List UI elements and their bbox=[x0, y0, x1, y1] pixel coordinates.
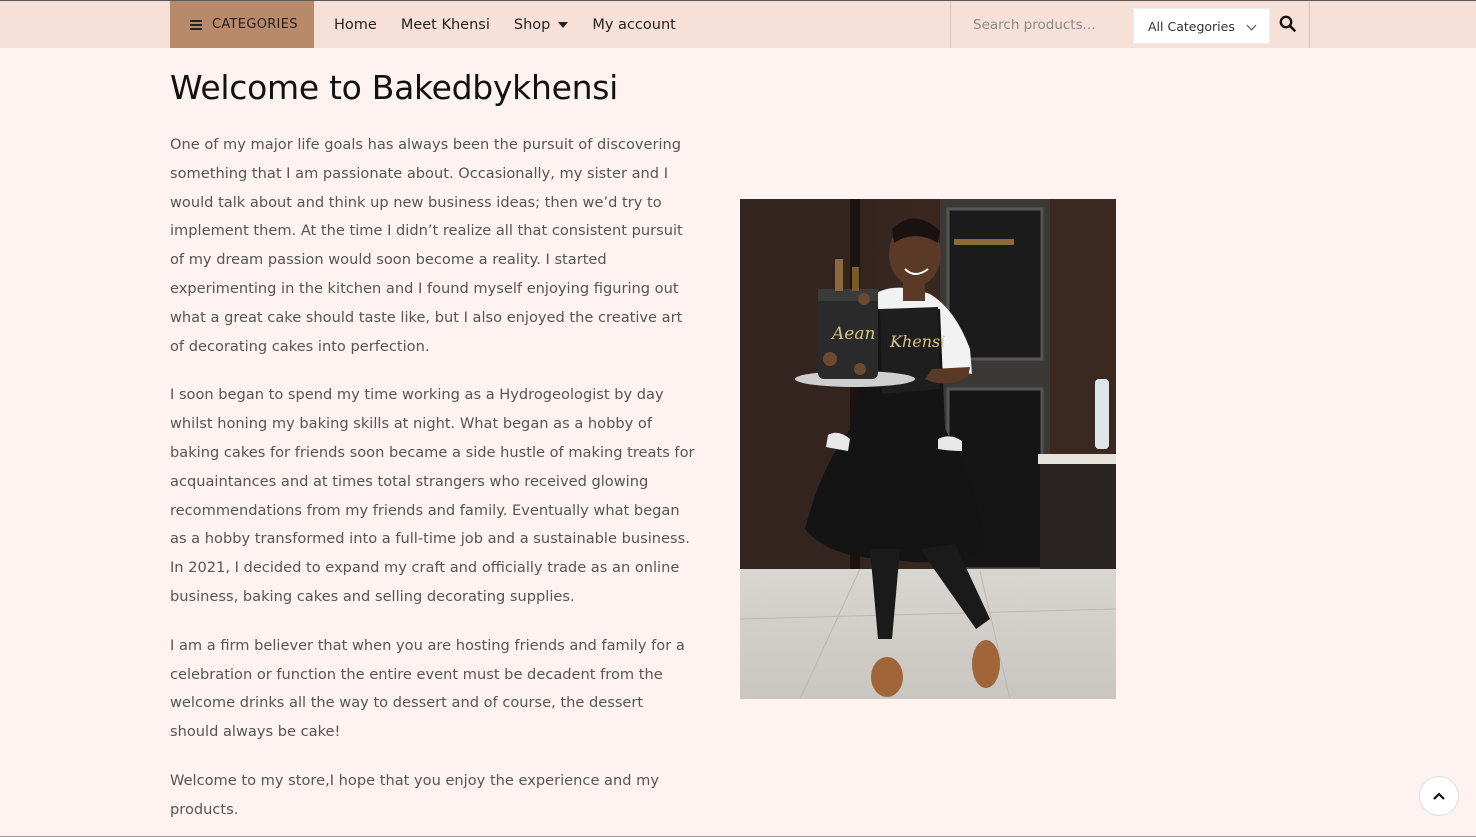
about-text bbox=[170, 131, 695, 837]
chevron-up-icon bbox=[1432, 791, 1446, 801]
category-select[interactable] bbox=[1133, 8, 1270, 44]
chevron-down-icon bbox=[1247, 21, 1257, 31]
apron-lettering: Khensi bbox=[890, 332, 946, 351]
paragraph: One of my major life goals has always been the pursuit of discovering something that I am passionate about. Occasionally, my sister and I would talk about and think up new business ideas; then we’d try to implement them. At the time I didn’t realize all that consistent pursuit of my dream passion would soon become a reality. I started experimenting in the kitchen and I found myself enjoying figuring out what a great cake should taste like, but I also enjoyed the creative art of decorating cakes into perfection. bbox=[170, 136, 683, 355]
nav-meet-khensi[interactable] bbox=[401, 17, 490, 33]
paragraph: I am a firm believer that when you are hosting friends and family for a celebration or function the entire event must be decadent from the welcome drinks all the way to dessert and of course, the dessert should always be cake! bbox=[170, 636, 685, 741]
category-select-value: All Categories bbox=[1148, 18, 1235, 34]
categories-button[interactable] bbox=[170, 1, 314, 48]
khensi-photo bbox=[740, 199, 1116, 699]
nav-my-account-label: My account bbox=[592, 16, 676, 33]
nav-meet-khensi-label: Meet Khensi bbox=[400, 16, 490, 33]
search-input[interactable] bbox=[951, 1, 1131, 48]
baker-with-cake-image bbox=[740, 199, 1116, 699]
search-bar bbox=[950, 1, 1310, 48]
search-icon bbox=[1278, 14, 1298, 34]
caret-down-icon bbox=[558, 22, 568, 28]
header bbox=[0, 0, 1476, 48]
nav-my-account[interactable] bbox=[592, 17, 675, 33]
nav-home-label: Home bbox=[334, 16, 377, 33]
scroll-to-top-button[interactable] bbox=[1419, 776, 1459, 816]
cake-lettering: Aean bbox=[832, 324, 876, 344]
categories-label: CATEGORIES bbox=[212, 17, 298, 32]
paragraph: Welcome to my store,I hope that you enjoy the experience and my products. bbox=[170, 771, 660, 818]
page-title: Welcome to Bakedbykhensi bbox=[170, 68, 618, 107]
paragraph: I soon began to spend my time working as a Hydrogeologist by day whilst honing my baking skills at night. What began as a hobby of baking cakes for friends soon became a side hustle of making treats for acquaintances and at times total strangers who received glowing recommendations from my friends and family. Eventually what began as a hobby transformed into a full-time job and a sustainable business. In 2021, I decided to expand my craft and officially trade as an online business, baking cakes and selling decorating supplies. bbox=[170, 386, 695, 605]
main-nav bbox=[334, 1, 676, 48]
nav-shop[interactable] bbox=[514, 17, 568, 33]
nav-shop-label: Shop bbox=[513, 16, 551, 33]
menu-icon bbox=[190, 20, 202, 30]
search-button[interactable] bbox=[1278, 14, 1298, 34]
nav-home[interactable] bbox=[334, 17, 377, 33]
